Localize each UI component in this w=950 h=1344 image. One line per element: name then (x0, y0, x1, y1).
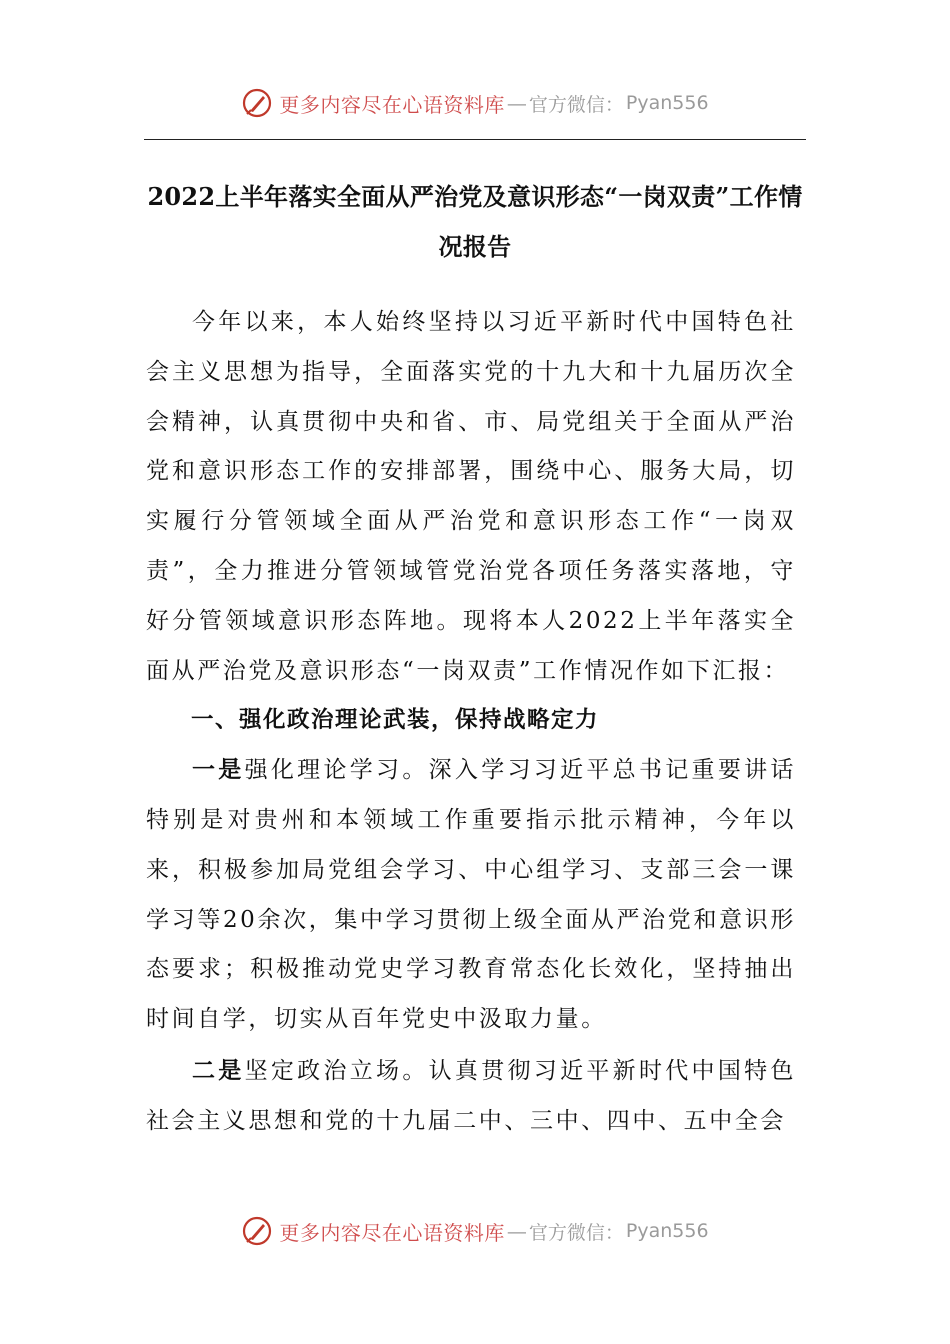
document-body (146, 298, 796, 1147)
paragraph-2-text: 坚定政治立场。认真贯彻习近平新时代中国特色社会主义思想和党的十九届二中、三中、四中、五中全会 (146, 1057, 797, 1134)
section-heading: 一、强化政治理论武装，保持战略定力 (191, 707, 600, 734)
header-divider (144, 139, 806, 140)
quill-logo-icon (241, 1215, 273, 1247)
paragraph-1 (146, 746, 796, 1045)
footer-watermark (0, 1211, 950, 1251)
header-watermark (0, 83, 950, 123)
watermark-dash: — (506, 91, 527, 115)
paragraph-1-text: 强化理论学习。深入学习习近平总书记重要讲话特别是对贵州和本领域工作重要指示批示精神，今年以来，积极参加局党组会学习、中心组学习、支部三会一课学习等20余次，集中学习贯彻上级全面从严治党和意识形态要求；积极推动党史学习教育常态化长效化，坚持抽出时间自学，切实从百年党史中汲取力量。 (146, 757, 797, 1033)
watermark-wechat-id: Pyan556 (625, 92, 709, 114)
watermark-wechat-id: Pyan556 (625, 1220, 709, 1242)
document-title: 2022上半年落实全面从严治党及意识形态“一岗双责”工作情况报告 (147, 182, 803, 261)
watermark-main-text: 更多内容尽在心语资料库 (279, 92, 505, 117)
watermark-main-text: 更多内容尽在心语资料库 (279, 1220, 505, 1245)
paragraph-2-lead: 二是 (192, 1057, 245, 1084)
paragraph-2 (146, 1047, 796, 1147)
watermark-sub-text: 官方微信： (528, 1221, 624, 1244)
watermark-sub-text: 官方微信： (528, 93, 624, 116)
intro-paragraph: 今年以来，本人始终坚持以习近平新时代中国特色社会主义思想为指导，全面落实党的十九大和十九届历次全会精神，认真贯彻中央和省、市、局党组关于全面从严治党和意识形态工作的安排部署，围绕中心、服务大局，切实履行分管领域全面从严治党和意识形态工作“一岗双责”，全力推进分管领域管党治党各项任务落实落地，守好分管领域意识形态阵地。现将本人2022上半年落实全面从严治党及意识形态“一岗双责”工作情况作如下汇报： (146, 309, 796, 684)
quill-logo-icon (241, 87, 273, 119)
paragraph-1-lead: 一是 (192, 757, 245, 784)
watermark-dash: — (506, 1219, 527, 1243)
